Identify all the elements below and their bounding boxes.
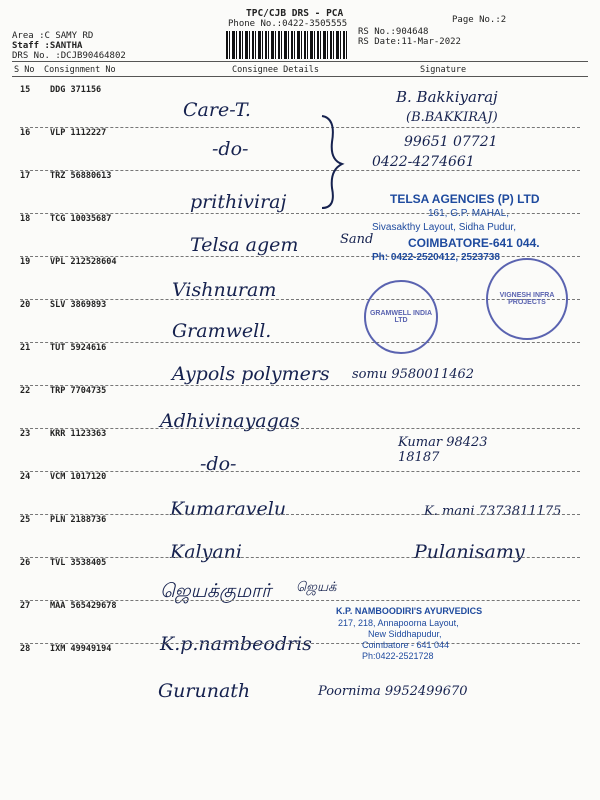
row-consignee: Gramwell. (172, 320, 272, 342)
table-row (0, 128, 600, 172)
table-row (0, 85, 600, 129)
table-row (0, 343, 600, 387)
row-consignee: Care-T. (183, 99, 251, 121)
row-signature: Sand (340, 232, 374, 247)
row-signature: K. mani 7373811175 (424, 504, 562, 519)
row-sno: 17 (20, 171, 31, 181)
row-consignment: PLN 2188736 (50, 515, 107, 525)
telsa-stamp-addr1: 161, G.P. MAHAL, (428, 208, 509, 219)
brace-mark (318, 112, 348, 212)
row-consignment: VPL 212528604 (50, 257, 117, 267)
staff-label: Staff :SANTHA (12, 41, 83, 51)
telsa-stamp-name: TELSA AGENCIES (P) LTD (390, 192, 540, 206)
rs-date: RS Date:11-Mar-2022 (358, 37, 461, 47)
row-consignee: Adhivinayagas (160, 410, 300, 432)
area-label: Area :C SAMY RD (12, 31, 94, 41)
row-signature: Pulanisamy (414, 541, 525, 563)
table-row (0, 644, 600, 702)
row-consignee: -do- (212, 138, 249, 160)
row-sno: 18 (20, 214, 31, 224)
row-signature: somu 9580011462 (352, 367, 475, 382)
row-signature: Kumar 98423 18187 (398, 435, 488, 465)
col-consignee: Consignee Details (232, 65, 319, 75)
page-number: Page No.:2 (452, 15, 507, 25)
kp-stamp-name: K.P. NAMBOODIRI'S AYURVEDICS (336, 606, 483, 616)
col-signature: Signature (420, 65, 467, 75)
drs-number: DRS No. :DCJB90464802 (12, 51, 126, 61)
row-consignment: IXM 49949194 (50, 644, 112, 654)
gramwell-seal: GRAMWELL INDIA LTD (364, 280, 438, 354)
row-consignment: TVL 3538405 (50, 558, 107, 568)
row-consignment: DDG 371156 (50, 85, 102, 95)
row-consignee: Gurunath (158, 680, 251, 702)
row-sno: 21 (20, 343, 31, 353)
row-sno: 15 (20, 85, 31, 95)
row-sno: 22 (20, 386, 31, 396)
table-row (0, 558, 600, 602)
col-consignment: Consignment No (44, 65, 116, 75)
telsa-stamp-city: COIMBATORE-641 044. (408, 236, 540, 250)
signature-landline: 0422-4274661 (372, 154, 475, 170)
row-consignment: VLP 1112227 (50, 128, 107, 138)
rs-number: RS No.:904648 (358, 27, 429, 37)
row-sno: 26 (20, 558, 31, 568)
kp-stamp-phone: Ph:0422-2521728 (362, 651, 434, 661)
row-sno: 16 (20, 128, 31, 138)
telsa-stamp-phone: Ph: 0422-2520412, 2523738 (372, 252, 500, 263)
row-consignment: TCG 10035687 (50, 214, 112, 224)
table-row (0, 429, 600, 473)
row-consignment: VCM 1017120 (50, 472, 107, 482)
signature-name-caps: (B.BAKKIRAJ) (406, 110, 498, 125)
phone-number: Phone No.:0422-3505555 (228, 19, 348, 29)
row-consignee: Vishnuram (172, 279, 277, 301)
row-consignee: -do- (200, 453, 237, 475)
table-row (0, 386, 600, 430)
col-sno: S No (14, 65, 35, 75)
row-consignee: ஜெயக்குமார் (160, 580, 271, 602)
signature-phone: 99651 07721 (404, 134, 498, 150)
header-rule-bottom (12, 76, 588, 77)
row-consignee: Telsa agem (190, 234, 299, 256)
row-consignment: KRR 1123363 (50, 429, 107, 439)
row-signature: ஜெயக் (296, 580, 337, 595)
row-consignee: Aypols polymers (172, 363, 330, 385)
row-consignment: TUT 5924616 (50, 343, 107, 353)
row-consignee: K.p.nambeodris (160, 633, 312, 655)
row-sno: 27 (20, 601, 31, 611)
row-consignment: SLV 3869893 (50, 300, 107, 310)
row-sno: 19 (20, 257, 31, 267)
document-title: TPC/CJB DRS - PCA (246, 8, 344, 19)
row-consignment: MAA 565429678 (50, 601, 117, 611)
row-sno: 23 (20, 429, 31, 439)
vignesh-seal: VIGNESH INFRA PROJECTS (486, 258, 568, 340)
row-consignment: TRP 7704735 (50, 386, 107, 396)
kp-stamp-addr1: 217, 218, Annapoorna Layout, (338, 618, 459, 628)
row-sno: 24 (20, 472, 31, 482)
row-consignee: Kumaravelu (170, 498, 287, 520)
kp-stamp-addr3: Coimbatore - 641 044 (362, 640, 450, 650)
telsa-stamp-addr2: Sivasakthy Layout, Sidha Pudur, (372, 222, 516, 233)
row-signature: Poornima 9952499670 (318, 684, 468, 699)
row-consignee: prithiviraj (190, 191, 287, 213)
row-consignee: Kalyani (170, 541, 242, 563)
signature-name: B. Bakkiyaraj (396, 88, 498, 106)
row-sno: 28 (20, 644, 31, 654)
row-consignment: TRZ 56880613 (50, 171, 112, 181)
barcode (226, 31, 348, 59)
row-sno: 20 (20, 300, 31, 310)
kp-stamp-addr2: New Siddhapudur, (368, 629, 442, 639)
row-sno: 25 (20, 515, 31, 525)
header-rule-top (12, 61, 588, 62)
